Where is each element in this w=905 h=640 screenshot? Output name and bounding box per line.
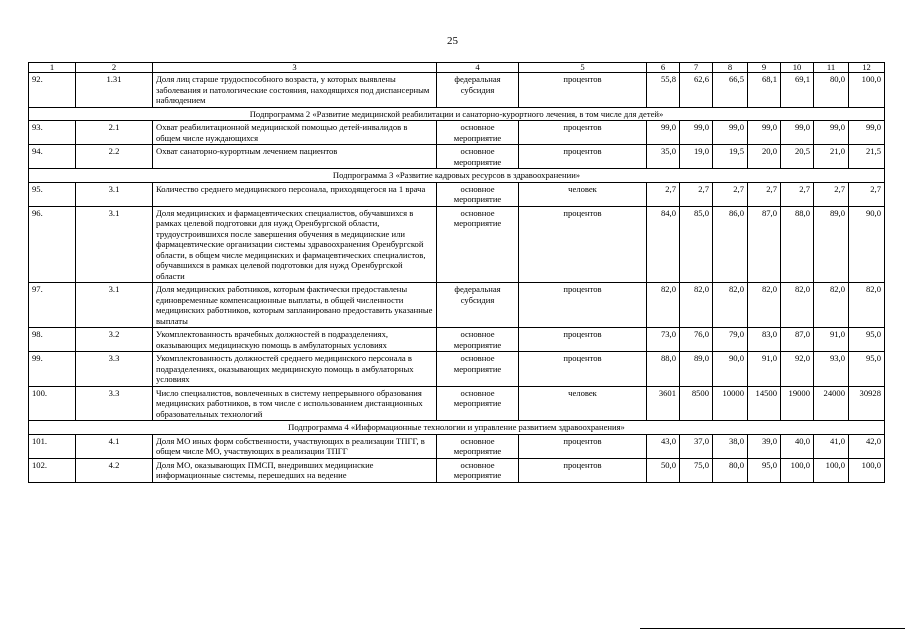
year-value: 83,0 — [748, 328, 781, 352]
row-number: 98. — [29, 328, 76, 352]
subprogram-heading-row — [29, 107, 885, 121]
year-value: 43,0 — [647, 434, 680, 458]
year-value: 95,0 — [748, 458, 781, 482]
year-value: 100,0 — [814, 458, 849, 482]
row-number: 97. — [29, 283, 76, 328]
year-value: 55,8 — [647, 73, 680, 108]
year-value: 93,0 — [814, 352, 849, 387]
year-value: 62,6 — [680, 73, 713, 108]
funding-source: основное мероприятие — [437, 121, 519, 145]
indicator-code: 1.31 — [76, 73, 153, 108]
year-value: 88,0 — [781, 206, 814, 283]
unit-of-measure: процентов — [519, 73, 647, 108]
year-value: 82,0 — [781, 283, 814, 328]
year-value: 85,0 — [680, 206, 713, 283]
subprogram-title: Подпрограмма 2 «Развитие медицинской реабилитации и санаторно-курортного лечения, в том числе для детей» — [29, 107, 885, 121]
year-value: 91,0 — [748, 352, 781, 387]
header-cell: 6 — [647, 63, 680, 73]
year-value: 2,7 — [814, 182, 849, 206]
year-value: 2,7 — [781, 182, 814, 206]
year-value: 100,0 — [781, 458, 814, 482]
row-number: 100. — [29, 386, 76, 421]
indicator-code: 3.1 — [76, 206, 153, 283]
year-value: 88,0 — [647, 352, 680, 387]
year-value: 39,0 — [748, 434, 781, 458]
year-value: 99,0 — [814, 121, 849, 145]
year-value: 2,7 — [713, 182, 748, 206]
year-value: 41,0 — [814, 434, 849, 458]
indicator-code: 3.3 — [76, 352, 153, 387]
year-value: 3601 — [647, 386, 680, 421]
funding-source: федеральная субсидия — [437, 73, 519, 108]
year-value: 30928 — [849, 386, 885, 421]
indicator-name: Доля лиц старше трудоспособного возраста, у которых выявлены заболевания и патологические состояния, находящихся под диспансерным наблюдением — [153, 73, 437, 108]
subprogram-heading-row — [29, 169, 885, 183]
page-number: 25 — [447, 35, 458, 47]
header-cell: 10 — [781, 63, 814, 73]
year-value: 40,0 — [781, 434, 814, 458]
year-value: 73,0 — [647, 328, 680, 352]
indicator-name: Количество среднего медицинского персонала, приходящегося на 1 врача — [153, 182, 437, 206]
year-value: 90,0 — [849, 206, 885, 283]
indicator-name: Охват реабилитационной медицинской помощью детей-инвалидов в общем числе нуждающихся — [153, 121, 437, 145]
unit-of-measure: человек — [519, 182, 647, 206]
year-value: 76,0 — [680, 328, 713, 352]
year-value: 20,5 — [781, 145, 814, 169]
unit-of-measure: процентов — [519, 283, 647, 328]
year-value: 99,0 — [849, 121, 885, 145]
year-value: 90,0 — [713, 352, 748, 387]
indicator-code: 3.2 — [76, 328, 153, 352]
year-value: 21,0 — [814, 145, 849, 169]
header-cell: 2 — [76, 63, 153, 73]
indicator-name: Число специалистов, вовлеченных в систему непрерывного образования медицинских работников, в том числе с использованием дистанционных образовательных технологий — [153, 386, 437, 421]
year-value: 2,7 — [680, 182, 713, 206]
year-value: 14500 — [748, 386, 781, 421]
year-value: 87,0 — [748, 206, 781, 283]
year-value: 99,0 — [680, 121, 713, 145]
table-row — [29, 458, 885, 482]
year-value: 82,0 — [748, 283, 781, 328]
year-value: 42,0 — [849, 434, 885, 458]
indicator-name: Укомплектованность врачебных должностей в подразделениях, оказывающих медицинскую помощь в амбулаторных условиях — [153, 328, 437, 352]
year-value: 8500 — [680, 386, 713, 421]
header-cell: 9 — [748, 63, 781, 73]
table-row — [29, 386, 885, 421]
subprogram-title: Подпрограмма 4 «Информационные технологии и управление развитием здравоохранения» — [29, 421, 885, 435]
year-value: 10000 — [713, 386, 748, 421]
year-value: 66,5 — [713, 73, 748, 108]
table-row — [29, 434, 885, 458]
funding-source: основное мероприятие — [437, 352, 519, 387]
row-number: 92. — [29, 73, 76, 108]
row-number: 95. — [29, 182, 76, 206]
year-value: 37,0 — [680, 434, 713, 458]
year-value: 87,0 — [781, 328, 814, 352]
indicator-code: 4.2 — [76, 458, 153, 482]
table-row — [29, 352, 885, 387]
year-value: 38,0 — [713, 434, 748, 458]
row-number: 102. — [29, 458, 76, 482]
column-number-row — [29, 63, 885, 73]
year-value: 79,0 — [713, 328, 748, 352]
table-row — [29, 73, 885, 108]
year-value: 99,0 — [781, 121, 814, 145]
year-value: 21,5 — [849, 145, 885, 169]
indicator-code: 3.3 — [76, 386, 153, 421]
indicators-table — [28, 62, 885, 483]
year-value: 19,0 — [680, 145, 713, 169]
year-value: 69,1 — [781, 73, 814, 108]
indicator-name: Доля МО иных форм собственности, участвующих в реализации ТПГГ, в общем числе МО, участвующих в реализации ТПГГ — [153, 434, 437, 458]
year-value: 24000 — [814, 386, 849, 421]
year-value: 99,0 — [748, 121, 781, 145]
unit-of-measure: процентов — [519, 121, 647, 145]
subprogram-title: Подпрограмма 3 «Развитие кадровых ресурсов в здравоохранении» — [29, 169, 885, 183]
funding-source: основное мероприятие — [437, 434, 519, 458]
year-value: 2,7 — [849, 182, 885, 206]
year-value: 2,7 — [647, 182, 680, 206]
indicator-code: 2.2 — [76, 145, 153, 169]
year-value: 91,0 — [814, 328, 849, 352]
row-number: 94. — [29, 145, 76, 169]
header-cell: 11 — [814, 63, 849, 73]
year-value: 75,0 — [680, 458, 713, 482]
row-number: 96. — [29, 206, 76, 283]
funding-source: федеральная субсидия — [437, 283, 519, 328]
indicator-code: 4.1 — [76, 434, 153, 458]
year-value: 50,0 — [647, 458, 680, 482]
unit-of-measure: процентов — [519, 206, 647, 283]
year-value: 19,5 — [713, 145, 748, 169]
header-cell: 12 — [849, 63, 885, 73]
indicator-name: Доля медицинских и фармацевтических специалистов, обучавшихся в рамках целевой подготовки для нужд Оренбургской области, трудоустроившихся после завершения обучения в медицинские или фармацевтические организации системы здравоохранения Оренбургской области, в общем числе медицинских и фармацевтических специалистов, обучавшихся в рамках целевой подготовки для нужд Оренбургской области — [153, 206, 437, 283]
indicator-name: Доля медицинских работников, которым фактически предоставлены единовременные компенсационные выплаты, в общей численности медицинских работников, которым запланировано предоставить указанные выплаты — [153, 283, 437, 328]
unit-of-measure: процентов — [519, 458, 647, 482]
year-value: 89,0 — [814, 206, 849, 283]
unit-of-measure: процентов — [519, 145, 647, 169]
table-row — [29, 182, 885, 206]
year-value: 19000 — [781, 386, 814, 421]
year-value: 99,0 — [647, 121, 680, 145]
unit-of-measure: процентов — [519, 328, 647, 352]
year-value: 82,0 — [849, 283, 885, 328]
funding-source: основное мероприятие — [437, 145, 519, 169]
indicator-name: Доля МО, оказывающих ПМСП, внедривших медицинские информационные системы, перешедших на ведение — [153, 458, 437, 482]
table-row — [29, 145, 885, 169]
year-value: 100,0 — [849, 73, 885, 108]
row-number: 101. — [29, 434, 76, 458]
funding-source: основное мероприятие — [437, 458, 519, 482]
year-value: 89,0 — [680, 352, 713, 387]
year-value: 84,0 — [647, 206, 680, 283]
table-row — [29, 206, 885, 283]
header-cell: 7 — [680, 63, 713, 73]
table-row — [29, 121, 885, 145]
unit-of-measure: процентов — [519, 434, 647, 458]
indicator-code: 2.1 — [76, 121, 153, 145]
year-value: 82,0 — [814, 283, 849, 328]
funding-source: основное мероприятие — [437, 386, 519, 421]
year-value: 20,0 — [748, 145, 781, 169]
year-value: 95,0 — [849, 328, 885, 352]
year-value: 80,0 — [713, 458, 748, 482]
year-value: 80,0 — [814, 73, 849, 108]
year-value: 82,0 — [680, 283, 713, 328]
year-value: 100,0 — [849, 458, 885, 482]
funding-source: основное мероприятие — [437, 206, 519, 283]
funding-source: основное мероприятие — [437, 328, 519, 352]
header-cell: 5 — [519, 63, 647, 73]
year-value: 2,7 — [748, 182, 781, 206]
year-value: 68,1 — [748, 73, 781, 108]
footer-rule — [640, 628, 905, 629]
header-cell: 3 — [153, 63, 437, 73]
unit-of-measure: процентов — [519, 352, 647, 387]
indicator-code: 3.1 — [76, 283, 153, 328]
row-number: 99. — [29, 352, 76, 387]
header-cell: 8 — [713, 63, 748, 73]
row-number: 93. — [29, 121, 76, 145]
year-value: 95,0 — [849, 352, 885, 387]
subprogram-heading-row — [29, 421, 885, 435]
year-value: 99,0 — [713, 121, 748, 145]
indicator-name: Охват санаторно-курортным лечением пациентов — [153, 145, 437, 169]
year-value: 86,0 — [713, 206, 748, 283]
table-row — [29, 283, 885, 328]
unit-of-measure: человек — [519, 386, 647, 421]
header-cell: 4 — [437, 63, 519, 73]
year-value: 92,0 — [781, 352, 814, 387]
year-value: 82,0 — [713, 283, 748, 328]
year-value: 82,0 — [647, 283, 680, 328]
indicator-name: Укомплектованность должностей среднего медицинского персонала в подразделениях, оказывающих медицинскую помощь в амбулаторных условиях — [153, 352, 437, 387]
year-value: 35,0 — [647, 145, 680, 169]
table-row — [29, 328, 885, 352]
funding-source: основное мероприятие — [437, 182, 519, 206]
indicator-code: 3.1 — [76, 182, 153, 206]
header-cell: 1 — [29, 63, 76, 73]
